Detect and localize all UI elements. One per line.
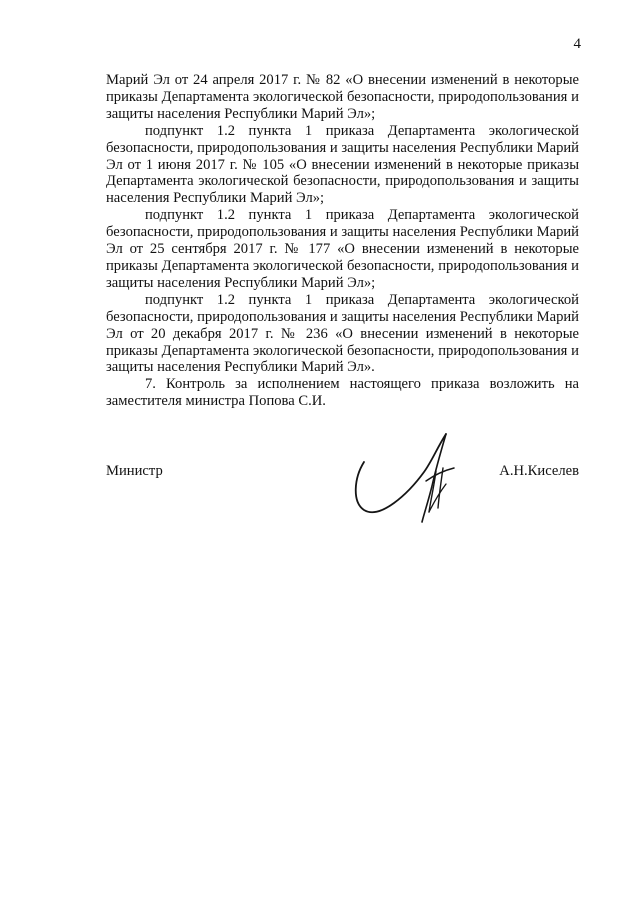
paragraph-subclause-105: подпункт 1.2 пункта 1 приказа Департамента экологической безопасности, природопользования и защиты населения Республики Марий Эл от 1 июня 2017 г. № 105 «О внесении изменений в некоторые приказы Департамента экологической безопасности, природопользования и защиты населения Республики Марий Эл»;	[106, 122, 579, 207]
page-number: 4	[573, 36, 581, 52]
handwritten-signature	[346, 426, 476, 546]
paragraph-subclause-236: подпункт 1.2 пункта 1 приказа Департамента экологической безопасности, природопользования и защиты населения Республики Марий Эл от 20 декабря 2017 г. № 236 «О внесении изменений в некоторые приказы Департамента экологической безопасности, природопользования и защиты населения Республики Марий Эл».	[106, 291, 579, 376]
paragraph-subclause-177: подпункт 1.2 пункта 1 приказа Департамента экологической безопасности, природопользования и защиты населения Республики Марий Эл от 25 сентября 2017 г. № 177 «О внесении изменений в некоторые приказы Департамента экологической безопасности, природопользования и защиты населения Республики Марий Эл»;	[106, 207, 579, 291]
signer-title: Министр	[106, 463, 163, 479]
document-body	[106, 72, 579, 410]
signature-block	[106, 462, 579, 542]
signer-name: А.Н.Киселев	[499, 463, 579, 479]
paragraph-control-clause: 7. Контроль за исполнением настоящего приказа возложить на заместителя министра Попова С.И.	[106, 376, 579, 410]
paragraph-continuation: Марий Эл от 24 апреля 2017 г. № 82 «О внесении изменений в некоторые приказы Департамента экологической безопасности, природопользования и защиты населения Республики Марий Эл»;	[106, 72, 579, 122]
